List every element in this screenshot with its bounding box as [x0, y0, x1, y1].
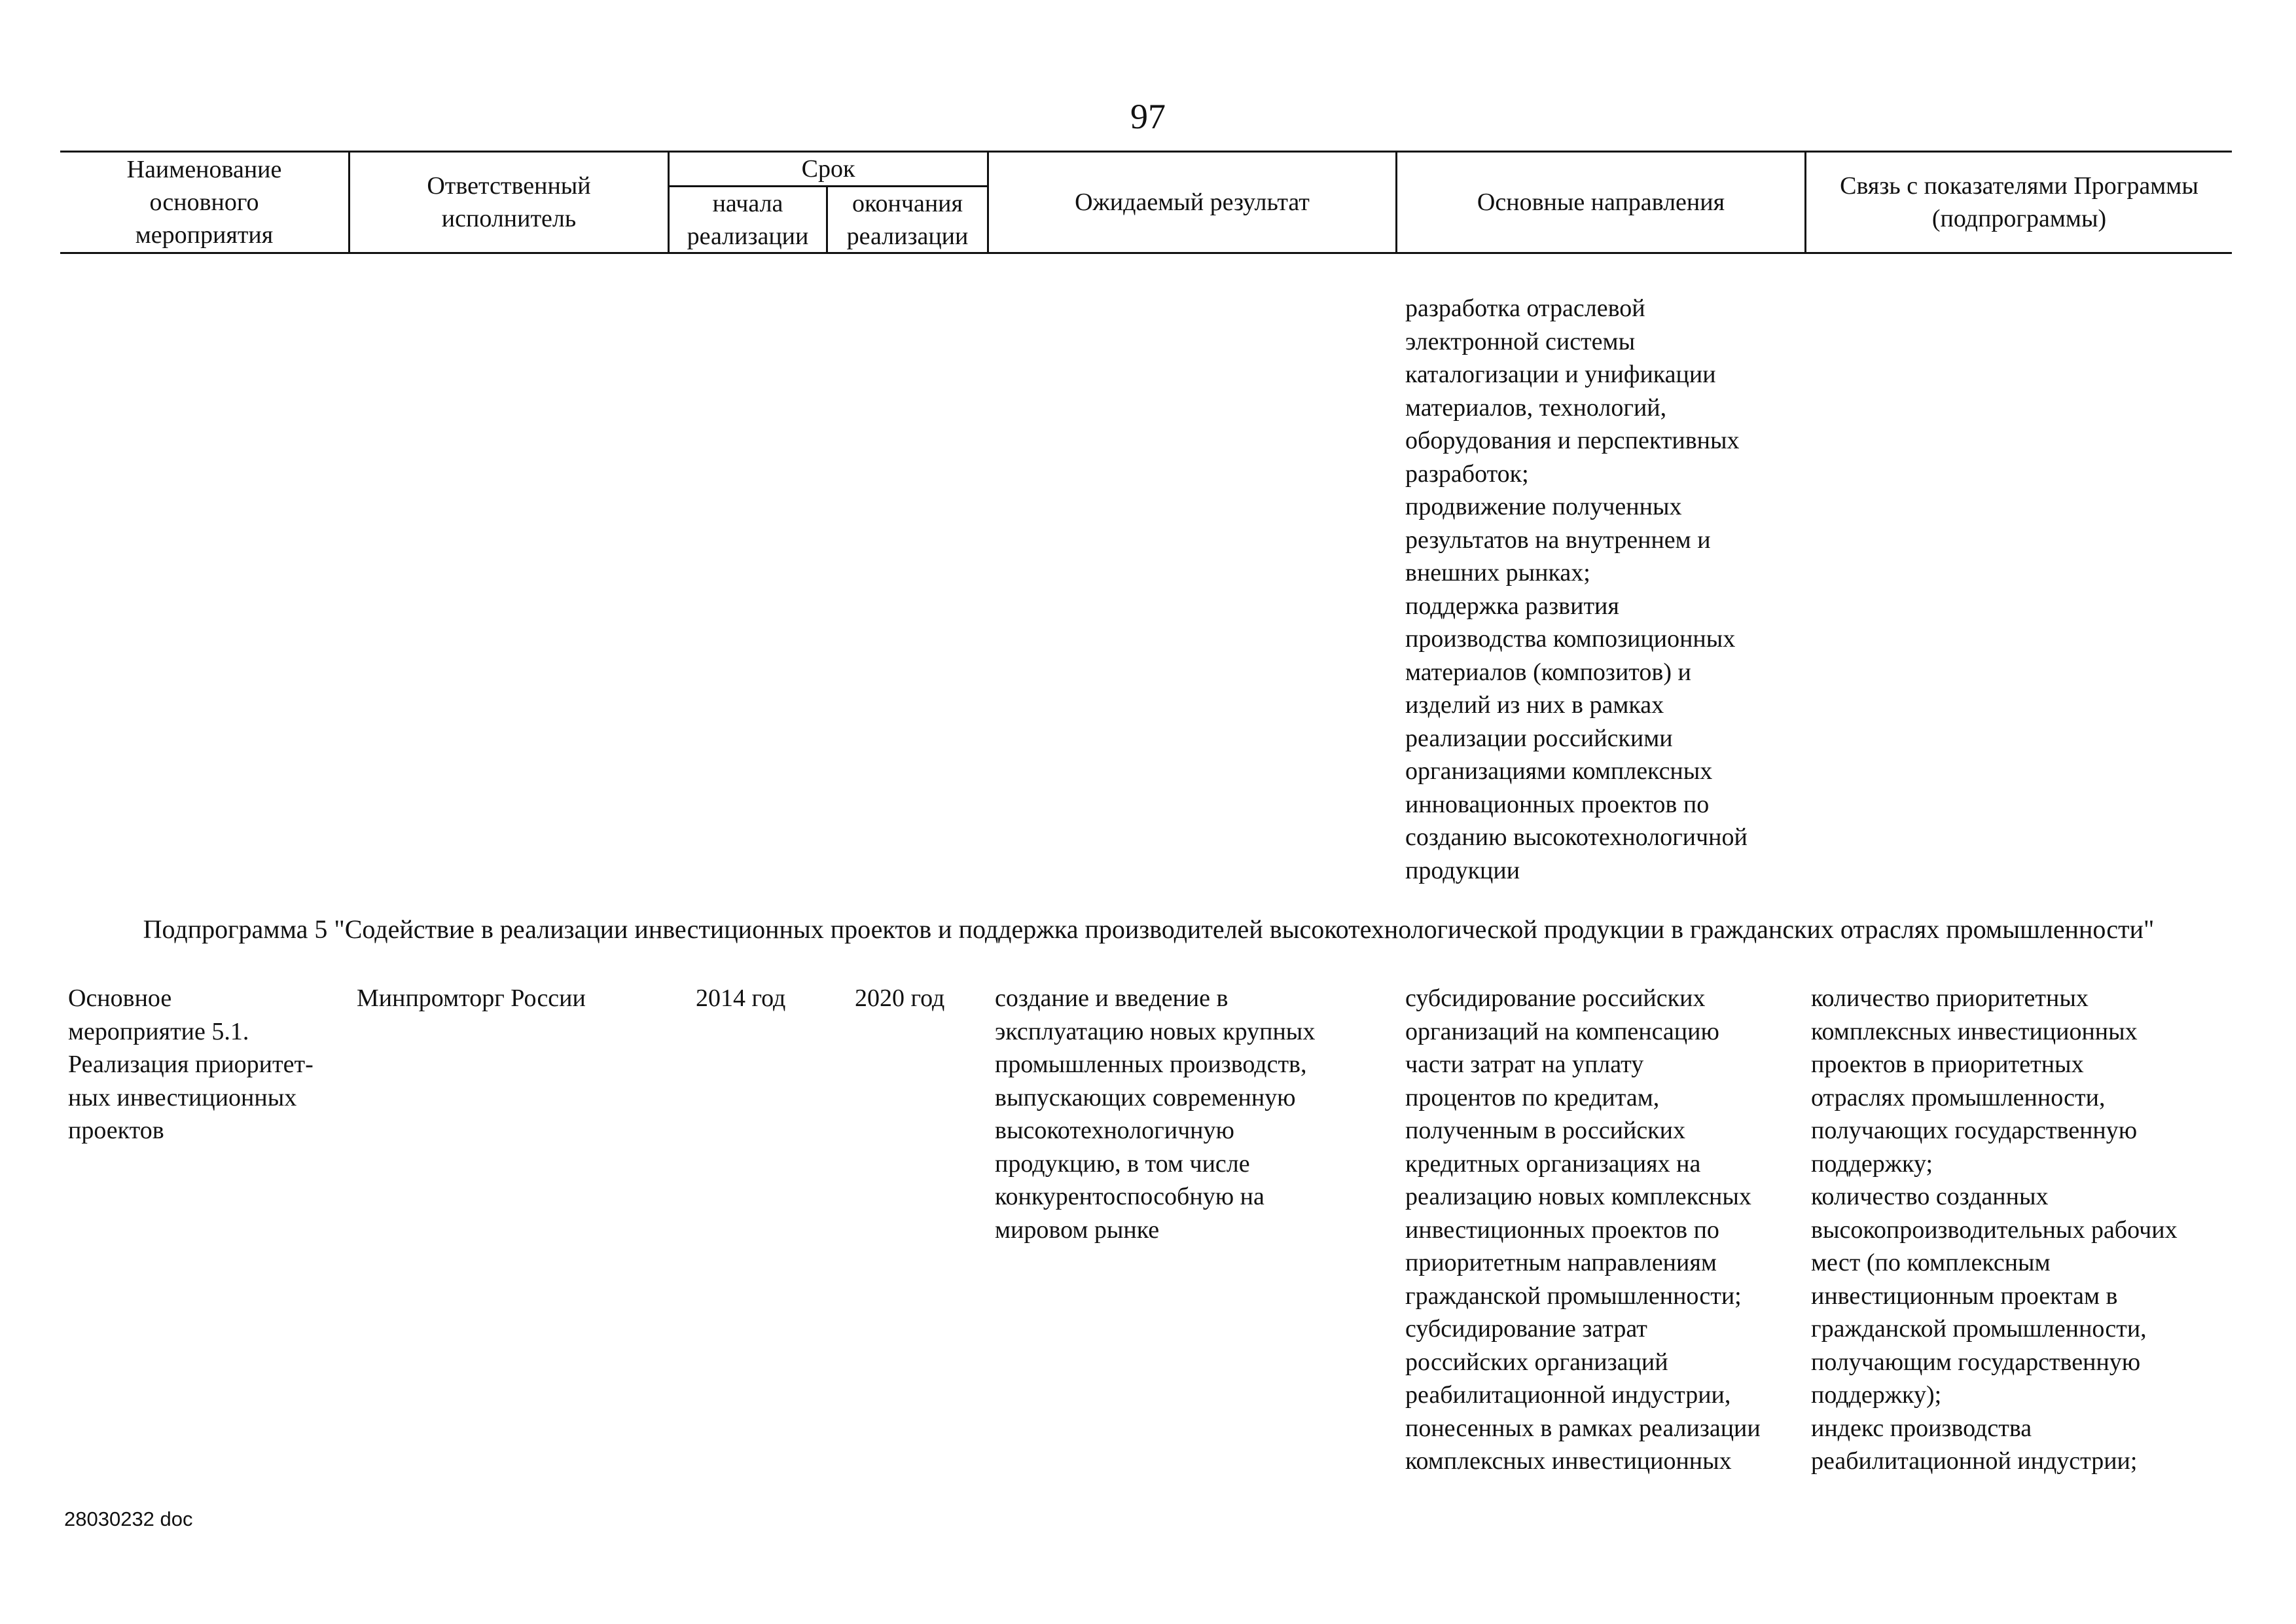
header-end-line: реализации: [846, 222, 969, 250]
text-line: разработок;: [1405, 460, 1529, 488]
text-line: организациями комплексных: [1405, 757, 1713, 785]
text-line: выпускающих современную: [995, 1083, 1296, 1111]
text-line: полученным в российских: [1405, 1117, 1685, 1144]
header-name: [60, 152, 348, 252]
text-line: создание и введение в: [995, 984, 1229, 1012]
text-line: изделий из них в рамках: [1405, 691, 1664, 719]
text-line: гражданской промышленности,: [1811, 1315, 2147, 1343]
text-line: продукцию, в том числе: [995, 1149, 1250, 1178]
text-line: понесенных в рамках реализации: [1405, 1414, 1761, 1442]
text-line: процентов по кредитам,: [1405, 1083, 1660, 1111]
text-line: комплексных инвестиционных: [1811, 1017, 2138, 1045]
header-bottom-rule: [60, 252, 2232, 254]
header-executor: [350, 152, 668, 252]
text-line: Минпромторг России: [357, 984, 586, 1012]
row-indicators-cell: [1811, 982, 2230, 1478]
text-line: получающих государственную: [1811, 1117, 2138, 1144]
row-end-cell: [855, 982, 982, 1015]
text-line: ных инвестиционных: [68, 1083, 297, 1111]
text-line: индекс производства: [1811, 1414, 2032, 1442]
text-line: организаций на компенсацию: [1405, 1017, 1719, 1045]
text-line: реабилитационной индустрии,: [1405, 1381, 1731, 1409]
text-line: электронной системы: [1405, 327, 1636, 355]
text-line: инвестиционным проектам в: [1811, 1282, 2118, 1310]
continued-directions-cell: [1405, 292, 1798, 887]
text-line: реабилитационной индустрии;: [1811, 1447, 2138, 1475]
text-line: внешних рынках;: [1405, 559, 1590, 586]
text-line: созданию высокотехнологичной: [1405, 823, 1748, 851]
text-line: субсидирование российских: [1405, 984, 1706, 1012]
text-line: оборудования и перспективных: [1405, 427, 1740, 454]
row-start-cell: [696, 982, 820, 1015]
text-line: 2020 год: [855, 984, 945, 1012]
header-indicators: [1806, 152, 2232, 252]
text-line: проектов в приоритетных: [1811, 1051, 2084, 1078]
text-line: материалов, технологий,: [1405, 393, 1667, 422]
text-line: результатов на внутреннем и: [1405, 526, 1711, 554]
text-line: продвижение полученных: [1405, 493, 1682, 520]
header-executor-line: исполнитель: [441, 204, 577, 232]
text-line: высокотехнологичную: [995, 1117, 1234, 1144]
text-line: комплексных инвестиционных: [1405, 1447, 1732, 1475]
header-name-line: мероприятия: [135, 221, 274, 249]
text-line: отраслях промышленности,: [1811, 1083, 2106, 1111]
header-end: [828, 187, 987, 252]
document-footer-code: 28030232 doc: [64, 1507, 193, 1530]
row-result-cell: [995, 982, 1391, 1246]
header-name-line: основного: [149, 188, 259, 216]
row-name-cell: [68, 982, 343, 1147]
text-line: производства композиционных: [1405, 625, 1736, 653]
text-line: конкурентоспособную на: [995, 1183, 1265, 1210]
text-line: промышленных производств,: [995, 1051, 1307, 1078]
header-start: [670, 187, 826, 252]
text-line: мероприятие 5.1.: [68, 1017, 249, 1045]
header-name-line: Наименование: [126, 155, 282, 183]
text-line: кредитных организациях на: [1405, 1149, 1701, 1178]
text-line: мировом рынке: [995, 1216, 1160, 1244]
text-line: проектов: [68, 1117, 164, 1144]
header-indicators-line: Связь с показателями Программы: [1840, 171, 2198, 200]
header-directions: Основные направления: [1477, 188, 1725, 216]
header-term: Срок: [801, 154, 855, 183]
text-line: части затрат на уплату: [1405, 1051, 1644, 1078]
text-line: приоритетным направлениям: [1405, 1249, 1717, 1276]
header-executor-line: Ответственный: [427, 171, 591, 200]
text-line: количество созданных: [1811, 1183, 2049, 1210]
text-line: мест (по комплексным: [1811, 1249, 2051, 1276]
header-start-line: начала: [712, 189, 783, 217]
header-start-line: реализации: [687, 222, 809, 250]
text-line: Реализация приоритет-: [68, 1051, 314, 1078]
row-directions-cell: [1405, 982, 1804, 1478]
text-line: продукции: [1405, 856, 1520, 884]
text-line: разработка отраслевой: [1405, 295, 1645, 322]
page-number: 97: [1130, 97, 1166, 136]
subprogram-title: Подпрограмма 5 "Содействие в реализации инвестиционных проектов и поддержка производителей высокотехнологической продукции в гражданских отраслях промышленности": [143, 914, 2155, 944]
text-line: 2014 год: [696, 984, 786, 1012]
text-line: Основное: [68, 984, 172, 1012]
text-line: поддержку;: [1811, 1149, 1933, 1178]
text-line: поддержка развития: [1405, 592, 1619, 620]
text-line: высокопроизводительных рабочих: [1811, 1216, 2178, 1244]
text-line: эксплуатацию новых крупных: [995, 1017, 1316, 1045]
header-indicators-line: (подпрограммы): [1931, 204, 2107, 232]
header-result: Ожидаемый результат: [1075, 188, 1310, 216]
text-line: гражданской промышленности;: [1405, 1282, 1742, 1310]
text-line: получающим государственную: [1811, 1348, 2141, 1376]
header-end-line: окончания: [852, 189, 963, 217]
text-line: российских организаций: [1405, 1348, 1668, 1376]
text-line: поддержку);: [1811, 1381, 1942, 1409]
text-line: инновационных проектов по: [1405, 790, 1710, 818]
text-line: каталогизации и унификации: [1405, 361, 1716, 388]
text-line: количество приоритетных: [1811, 984, 2089, 1012]
text-line: материалов (композитов) и: [1405, 658, 1691, 686]
text-line: субсидирование затрат: [1405, 1315, 1647, 1343]
text-line: реализации российскими: [1405, 724, 1673, 752]
row-executor-cell: [357, 982, 664, 1015]
text-line: инвестиционных проектов по: [1405, 1216, 1719, 1244]
text-line: реализацию новых комплексных: [1405, 1183, 1751, 1210]
